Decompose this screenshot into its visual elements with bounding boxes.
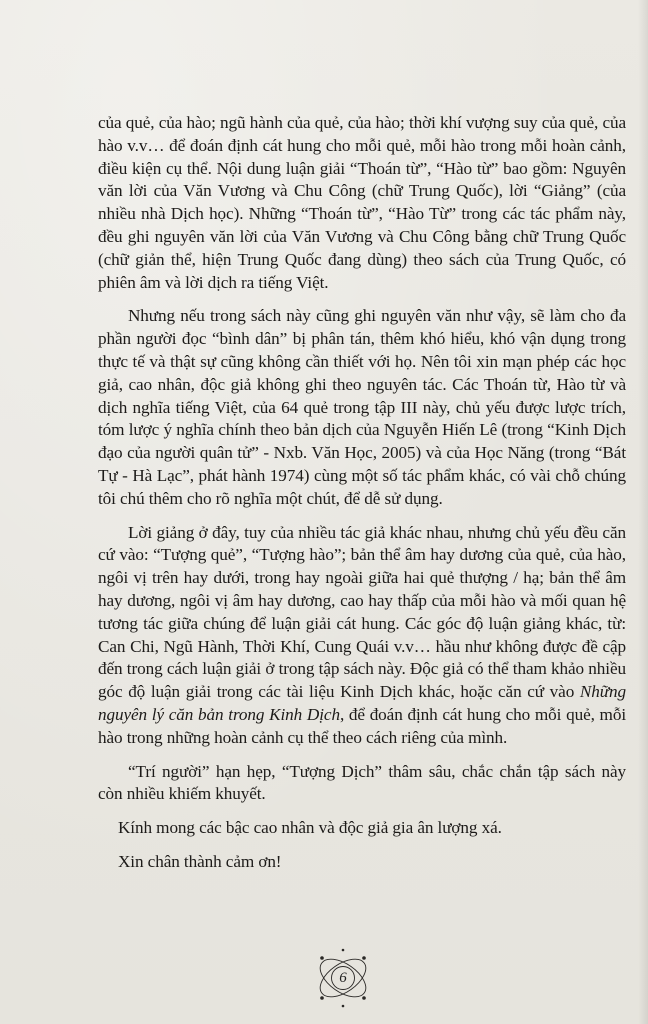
paragraph-3-text-a: Lời giảng ở đây, tuy của nhiều tác giả khác nhau, nhưng chủ yếu đều căn cứ vào: “Tượng quẻ”, “Tượng hào”; bản thể âm hay dương của quẻ, của hào, ngôi vị trên hay dưới, trong hay ngoài giữa hai quẻ thượng / hạ; bản thể âm hay dương, ngôi vị âm hay dương, cao hay thấp của mỗi hào và mối quan hệ tương tác giữa chúng để luận giải cát hung. Các góc độ luận giảng khác, từ: Can Chi, Ngũ Hành, Thời Khí, Cung Quái v.v… hầu như không được đề cập đến trong cách luận giải ở trong tập sách này. Độc giả có thể tham khảo nhiều góc độ luận giải trong các tài liệu Kinh Dịch khác, hoặc căn cứ vào (98, 522, 626, 702)
paragraph-3-text-b: , để đoán định cát hung cho mỗi quẻ, mỗi hào trong những hoàn cảnh cụ thể theo cách riêng của mình. (98, 704, 626, 747)
paragraph-5: Kính mong các bậc cao nhân và độc giả gia ân lượng xá. (118, 818, 502, 838)
page-number: 6 (339, 969, 347, 986)
paragraph-4: “Trí người” hạn hẹp, “Tượng Dịch” thâm sâu, chắc chắn tập sách này còn nhiều khiếm khuyết. (98, 761, 626, 804)
page-edge-shadow (638, 0, 648, 1024)
paragraph-6: Xin chân thành cảm ơn! (118, 851, 282, 871)
paragraph-1: của quẻ, của hào; ngũ hành của quẻ, của hào; thời khí vượng suy của quẻ, của hào v.v… để đoán định cát hung cho mỗi quẻ, mỗi hào trong mỗi hoàn cảnh, điều kiện cụ thể. Nội dung luận giải “Thoán từ”, “Hào từ” bao gồm: Nguyên văn lời của Văn Vương và Chu Công (chữ Trung Quốc), lời “Giảng” (của nhiều nhà Dịch học). Những “Thoán từ”, “Hào Từ” trong các tác phẩm này, đều ghi nguyên văn lời của Văn Vương và Chu Công bằng chữ Trung Quốc (chữ giản thể, hiện Trung Quốc đang dùng) theo sách của Trung Quốc, có phiên âm và lời dịch ra tiếng Việt. (98, 113, 626, 292)
paragraph-2: Nhưng nếu trong sách này cũng ghi nguyên văn như vậy, sẽ làm cho đa phần người đọc “bình dân” bị phân tán, thêm khó hiểu, khó vận dụng trong thực tế và thật sự cũng không cần thiết với họ. Nên tôi xin mạn phép các học giả, cao nhân, độc giả không ghi theo nguyên tác. Các Thoán từ, Hào từ và dịch nghĩa tiếng Việt, của 64 quẻ trong tập III này, chủ yếu được lược trích, tóm lược ý nghĩa chính theo bản dịch của Nguyễn Hiến Lê (trong “Kinh Dịch đạo của người quân tử” - Nxb. Văn Học, 2005) và của Học Năng (trong “Bát Tự - Hà Lạc”, phát hành 1974) cùng một số tác phẩm khác, có vài chỗ chúng tôi chú thêm cho rõ nghĩa một chút, để dễ sử dụng. (98, 306, 626, 508)
paragraph-3 (98, 522, 626, 750)
body-text (98, 112, 626, 885)
paragraph-3-italic-title: Những nguyên lý căn bản trong Kinh Dịch (98, 682, 626, 724)
page-number-ornament (307, 944, 379, 1012)
